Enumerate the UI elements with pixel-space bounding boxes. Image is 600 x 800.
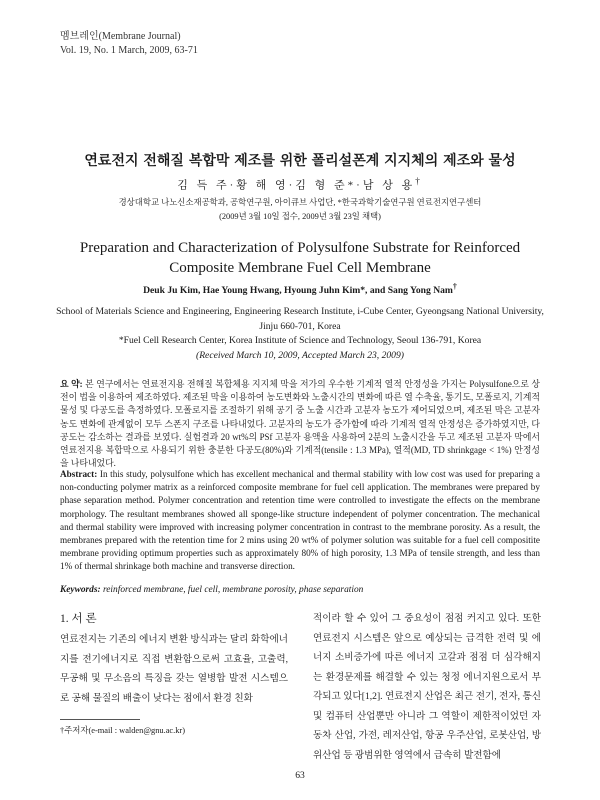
korean-abstract bbox=[60, 378, 540, 470]
journal-volume: Vol. 19, No. 1 March, 2009, 63-71 bbox=[60, 45, 198, 56]
english-received-dates: (Received March 10, 2009, Accepted March 23, 2009) bbox=[196, 349, 404, 361]
corresponding-mark: † bbox=[415, 176, 423, 186]
english-authors bbox=[0, 282, 600, 296]
english-title bbox=[0, 238, 600, 278]
english-author-names: Deuk Ju Kim, Hae Young Hwang, Hyoung Juhn Kim*, and Sang Yong Nam bbox=[143, 285, 453, 297]
english-title-line1: Preparation and Characterization of Polysulfone Substrate for Reinforced bbox=[79, 240, 521, 256]
english-affiliation-line2: Jinju 660-701, Korea bbox=[259, 320, 341, 332]
korean-authors bbox=[0, 176, 600, 193]
korean-author-names: 김 득 주·황 해 영·김 형 준*·남 상 용 bbox=[177, 179, 416, 192]
korean-title: 연료전지 전해질 복합막 제조를 위한 폴리설폰계 지지체의 제조와 물성 bbox=[84, 153, 516, 169]
section-heading: 1. 서 론 bbox=[60, 613, 97, 625]
english-title-line2: Composite Membrane Fuel Cell Membrane bbox=[169, 260, 431, 276]
keywords-label: Keywords: bbox=[60, 585, 101, 595]
english-affiliation bbox=[40, 305, 560, 363]
keywords-text: reinforced membrane, fuel cell, membrane porosity, phase separation bbox=[102, 585, 364, 595]
footnote-divider bbox=[60, 719, 140, 720]
english-affiliation-line3: *Fuel Cell Research Center, Korea Institute of Science and Technology, Seoul 136-791, Korea bbox=[118, 335, 482, 346]
journal-name: 멤브레인(Membrane Journal) bbox=[60, 31, 181, 42]
korean-affiliation-line: 경상대학교 나노신소재공학과, 공학연구원, 아이큐브 사업단, *한국과학기술연구원 연료전지연구센터 bbox=[118, 198, 482, 207]
keywords bbox=[60, 585, 540, 595]
korean-received-dates: (2009년 3월 10일 접수, 2009년 3월 23일 채택) bbox=[219, 212, 381, 221]
korean-abstract-text: 본 연구에서는 연료전지용 전해질 복합체용 지지체 막을 저가의 우수한 기계적 열적 안정성을 가지는 Polysulfone으로 상전이 법을 이용하여 제조하였다. 제조된 막을 이용하여 농도변화와 노출시간의 변화에 따른 열 수축율, 통기도, 모폴로지, 기계적 물성 및 다공도를 측정하였다. 모폴로지를 조절하기 위해 공기 중 노출 시간과 고분자 농도가 제어되었으며, 제조된 막은 고분자 농도 변화에 관계없이 모두 스폰지 구조를 나타내었다. 고분자의 농도가 증가함에 따라 기계적 열적 안정성은 증가하였지만, 다공도는 감소하는 결과를 보였다. 실험결과 20 wt%의 PSf 고분자 용액을 사용하여 2분의 노출시간을 두고 제조된 고분자 막에서 연료전지용 복합막으로 사용되기 위한 충분한 다공도(80%)와 기계적(tensile : 1.3 MPa), 열적(MD, TD shrinkgage < 1%) 안정성을 나타내었다. bbox=[60, 379, 541, 469]
corresponding-mark-en: † bbox=[452, 282, 457, 291]
page-number: 63 bbox=[295, 770, 305, 781]
intro-left-column: 연료전지는 기존의 에너지 변환 방식과는 달리 화학에너지를 전기에너지로 직접 변환함으로써 고효율, 고출력, 무공해 및 무소음의 특징을 갖는 열병합 발전 시스템으로 공해 물질의 배출이 낮다는 점에서 환경 친화 bbox=[60, 634, 288, 704]
english-affiliation-line1: School of Materials Science and Engineering, Engineering Research Institute, i-Cube Center, Gyeongsang National University, bbox=[56, 306, 544, 317]
intro-right-column: 적이라 할 수 있어 그 중요성이 점점 커지고 있다. 또한 연료전지 시스템은 앞으로 예상되는 급격한 전력 및 에너지 소비증가에 따른 에너지 고갈과 점점 더 심각해지는 환경문제를 해결할 수 있는 청정 에너지원으로서 부각되고 있다[1,2]. 연료전지 산업은 최근 전기, 전자, 통신 및 컴퓨터 산업뿐만 아니라 그 역할이 제한적이었던 자동차 산업, 가전, 레저산업, 항공 우주산업, 로봇산업, 방위산업 등 광범위한 영역에서 급속히 발전함에 bbox=[313, 613, 541, 761]
english-abstract-text: In this study, polysulfone which has excellent mechanical and thermal stability with low cost was used for preparing a non-conducting polymer matrix as a reinforced composite membrane for fuel cell application. The membranes were prepared by phase separation method. Polymer concentration and retention time were controlled to investigate the effects on the membrane morphology. The resultant membranes showed all sponge-like structure independent of polymer concentration. The mechanical and thermal stability were improved with increasing polymer concentration in contrast to the membrane porosity. As a result, the membranes prepared with the retention time for 2 mins using 20 wt% of polymer solution was suitable for a fuel cell compositite membrane providing optimum properties such as approximately 80% of high porosity, 1.3 MPa of tensile strength, and less than 1% of thermal shrinkage both machine and transverse direction. bbox=[60, 469, 540, 572]
english-abstract bbox=[60, 468, 540, 574]
journal-header bbox=[60, 30, 198, 58]
korean-abstract-label: 요 약: bbox=[60, 379, 83, 389]
english-abstract-label: Abstract: bbox=[60, 469, 98, 479]
footnote: †주저자(e-mail : walden@gnu.ac.kr) bbox=[60, 726, 185, 735]
korean-affiliation bbox=[0, 196, 600, 224]
